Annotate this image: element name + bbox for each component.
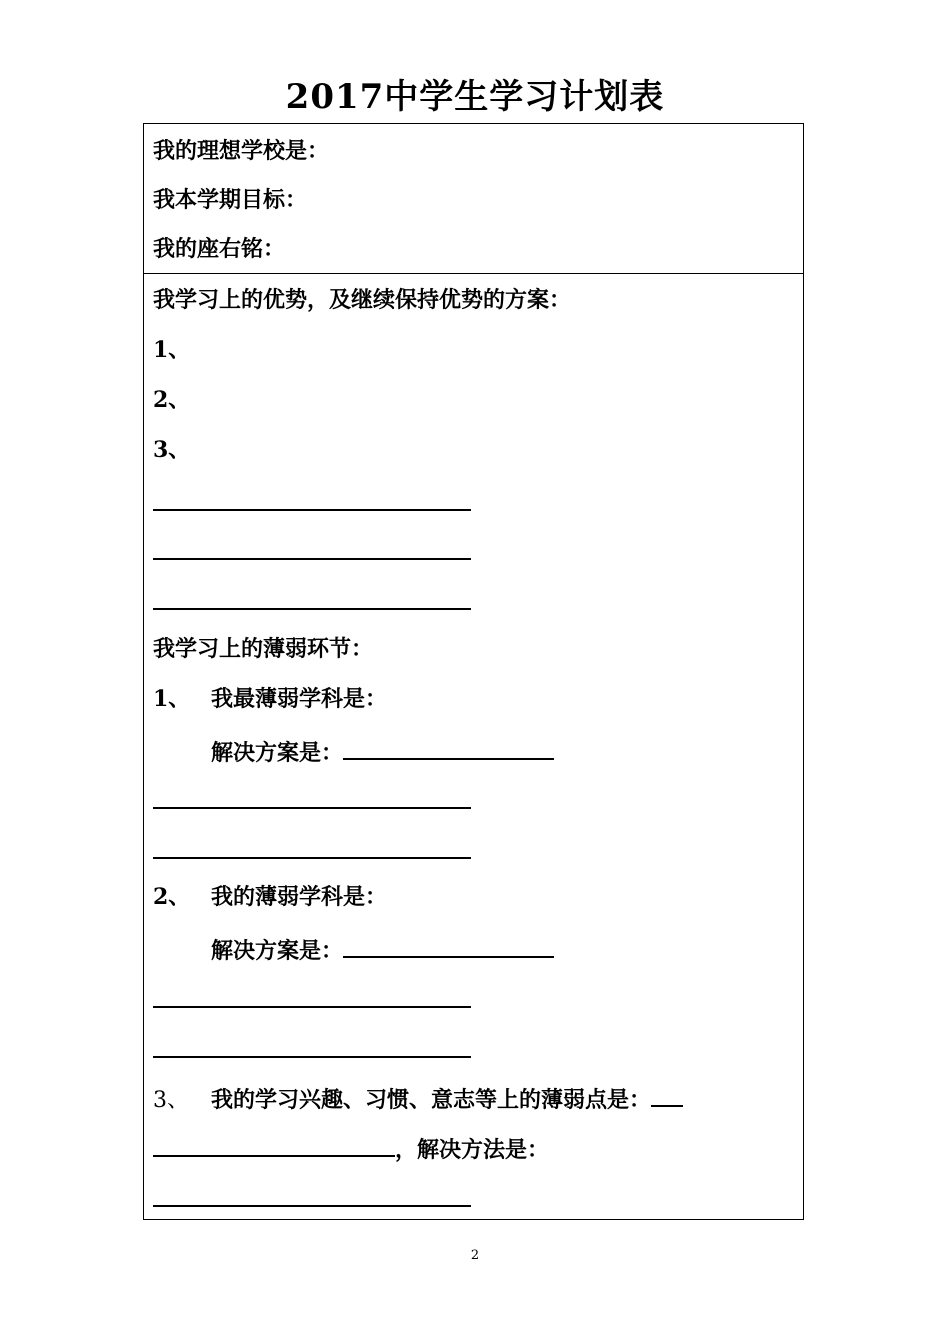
weaknesses-heading: 我学习上的薄弱环节： (153, 636, 374, 662)
weakness-item-1 (153, 684, 387, 714)
item-number: 1、 (153, 686, 191, 712)
fill-in-line (153, 1006, 471, 1008)
fill-in-line (153, 558, 471, 560)
strength-item-2: 2、 (153, 387, 191, 413)
page-number: 2 (470, 1248, 480, 1263)
weakness-2-solution (211, 932, 554, 966)
item-number: 2、 (153, 884, 191, 910)
fill-in-blank (343, 932, 554, 958)
fill-in-blank (153, 1131, 395, 1157)
item-number: 3、 (153, 1088, 189, 1113)
weakness-3-method (153, 1131, 549, 1165)
solution-label: 解决方案是： (211, 740, 344, 766)
fill-in-line (153, 1056, 471, 1058)
weak-subject-label: 我的薄弱学科是： (211, 884, 388, 910)
fill-in-line (153, 1205, 471, 1207)
page-title: 2017中学生学习计划表 (285, 77, 665, 117)
weakness-item-2 (153, 882, 387, 912)
ideal-school-label: 我的理想学校是： (153, 138, 330, 164)
weakness-item-3 (153, 1081, 683, 1116)
method-label: ，解决方法是： (395, 1137, 550, 1163)
habit-weakness-label: 我的学习兴趣、习惯、意志等上的薄弱点是： (211, 1087, 652, 1113)
section-divider (144, 273, 803, 274)
strength-item-3: 3、 (153, 437, 191, 463)
fill-in-blank (343, 734, 554, 760)
strength-item-1: 1、 (153, 337, 191, 363)
motto-label: 我的座右铭： (153, 236, 286, 262)
plan-table (143, 123, 804, 1220)
fill-in-line (153, 857, 471, 859)
fill-in-line (153, 807, 471, 809)
solution-label: 解决方案是： (211, 938, 344, 964)
fill-in-line (153, 608, 471, 610)
weakness-1-solution (211, 734, 554, 768)
strengths-heading: 我学习上的优势，及继续保持优势的方案： (153, 287, 572, 313)
fill-in-blank (651, 1081, 683, 1107)
weakest-subject-label: 我最薄弱学科是： (211, 686, 388, 712)
fill-in-line (153, 509, 471, 511)
semester-goal-label: 我本学期目标： (153, 187, 308, 213)
